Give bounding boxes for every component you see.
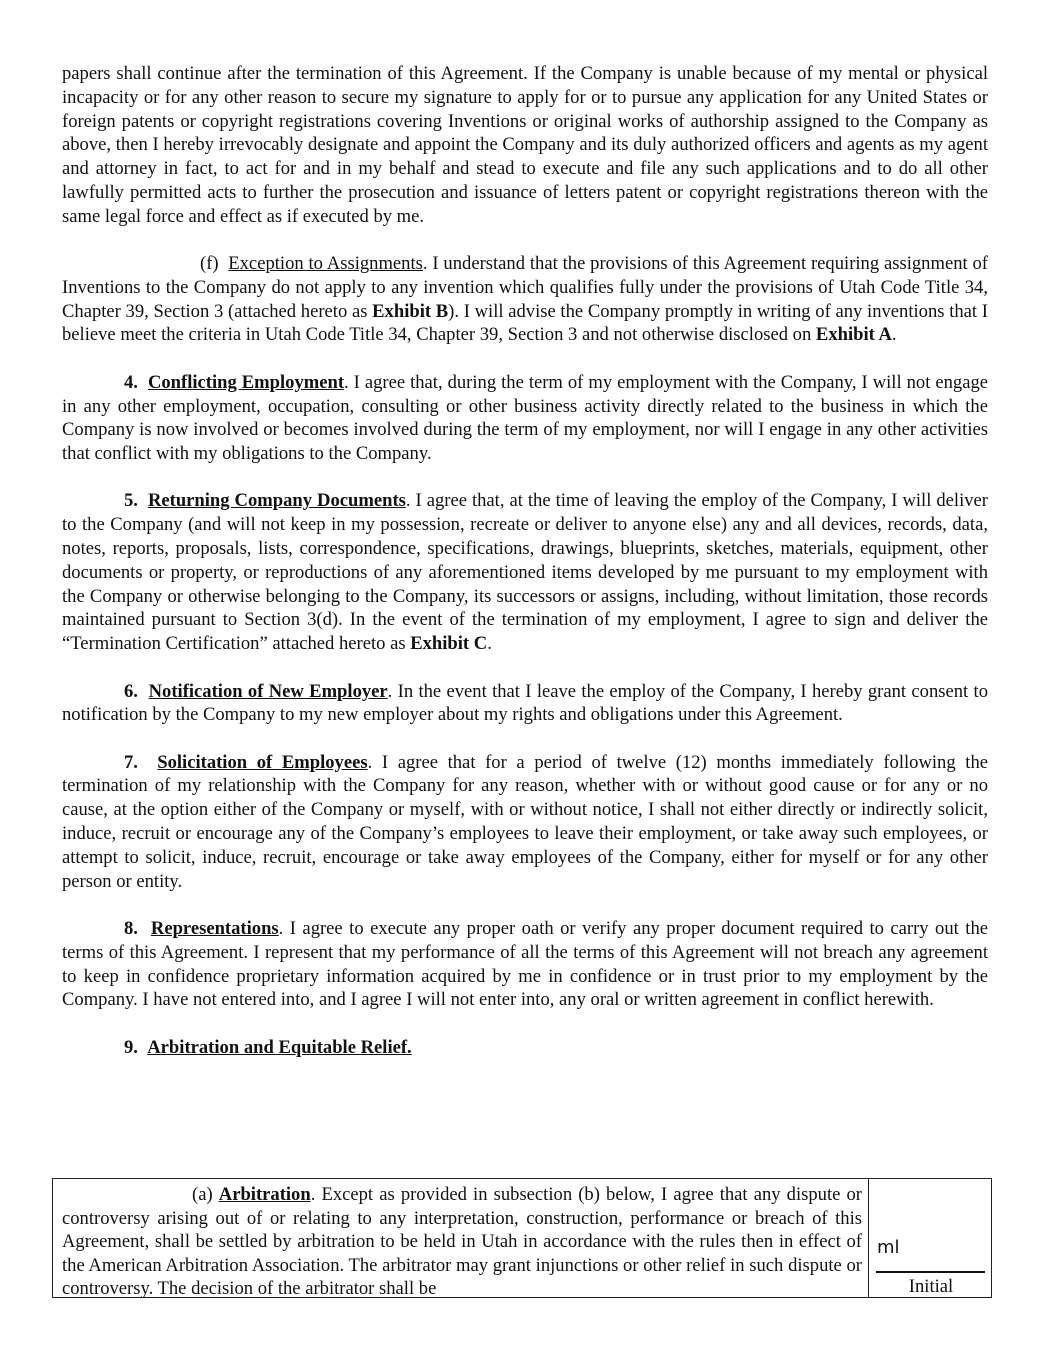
section-5-text: . I agree that, at the time of leaving the employ of the Company, I will deliver to the Company (and will not keep in my possession, recreate or deliver to anyone else) any and all devices, records, data, notes, reports, proposals, lists, correspondence, specifications, drawings, blueprints, sketches, materials, equipment, other documents or property, or reproductions of any aforementioned items developed by me pursuant to my employment with the Company or otherwise belonging to the Company, its successors or assigns, including, without limitation, those records maintained pursuant to Section 3(d). In the event of the termination of my employment, I agree to sign and deliver the “Termination Certification” attached hereto as [62,490,988,655]
handwritten-initials: ml [877,1237,900,1258]
section-8-representations [62,917,988,1012]
exhibit-c-reference: Exhibit C [410,633,488,655]
section-3f-text-a: . I understand that the provisions of this Agreement requiring assignment of Inventions to the Company do not apply to any invention which qualifies fully under the provisions of Utah Code Title 34, Chapter 39, Section 3 (attached hereto as [62,253,988,322]
section-8-number: 8. [124,917,138,939]
section-5-tail: . [487,633,492,655]
section-3f-text-b: ). I will advise the Company promptly in writing of any inventions that I believe meet the criteria in Utah Code Title 34, Chapter 39, Section 3 and not otherwise disclosed on [62,300,988,346]
arbitration-body: . Except as provided in subsection (b) below, I agree that any dispute or controversy arising out of or relating to any interpretation, construction, performance or breach of this Agreement, shall be settled by arbitration to be held in Utah in accordance with the rules then in effect of the American Arbitration Association. The arbitrator may grant injunctions or other relief in such dispute or controversy. The decision of the arbitrator shall be [62,1184,862,1300]
section-3f-exception-to-assignments [62,252,988,347]
arbitration-paragraph [62,1183,862,1301]
section-9-heading: Arbitration and Equitable Relief. [147,1036,412,1058]
section-5-number: 5. [124,490,138,512]
section-6-number: 6. [124,680,138,702]
section-8-heading: Representations [150,917,279,939]
section-3f-heading: Exception to Assignments [228,253,423,275]
section-7-solicitation-of-employees [62,751,988,894]
section-6-heading: Notification of New Employer [148,680,388,702]
arbitration-box [52,1178,992,1298]
continuation-paragraph: papers shall continue after the termination of this Agreement. If the Company is unable because of my mental or physical incapacity or for any other reason to secure my signature to apply for or to pursue any application for any United States or foreign patents or copyright registrations covering Inventions or original works of authorship assigned to the Company as above, then I hereby irrevocably designate and appoint the Company and its duly authorized officers and agents as my agent and attorney in fact, to act for and in my behalf and stead to execute and file any such applications and to do all other lawfully permitted acts to further the prosecution and issuance of letters patent or copyright registrations thereon with the same legal force and effect as if executed by me. [62,63,988,227]
section-4-heading: Conflicting Employment [147,371,345,393]
arbitration-label: (a) [192,1184,213,1205]
section-7-text: . I agree that for a period of twelve (12) months immediately following the termination of my relationship with the Company for any reason, whether with or without good cause or for any or no cause, at the option either of the Company or myself, with or without notice, I shall not either directly or indirectly solicit, induce, recruit or encourage any of the Company’s employees to leave their employment, or take away such employees, or attempt to solicit, induce, recruit, encourage or take away employees of the Company, either for myself or for any other person or entity. [62,751,988,892]
section-8-text: . I agree to execute any proper oath or verify any proper document required to carry out the terms of this Agreement. I represent that my performance of all the terms of this Agreement will not breach any agreement to keep in confidence proprietary information acquired by me in confidence or in trust prior to my employment by the Company. I have not entered into, and I agree I will not enter into, any oral or written agreement in conflict herewith. [62,917,989,1011]
section-6-notification-of-new-employer [62,680,988,728]
section-7-number: 7. [124,751,138,773]
section-6-text: . In the event that I leave the employ of the Company, I hereby grant consent to notification by the Company to my new employer about my rights and obligations under this Agreement. [62,680,988,726]
section-4-conflicting-employment [62,371,988,466]
section-3f-label: (f) [200,253,219,275]
section-3f-text-c: . [891,324,897,346]
document-body [62,62,988,1059]
exhibit-a-reference: Exhibit A [815,324,892,346]
arbitration-text [62,1183,862,1301]
initial-cell [868,1179,993,1297]
section-5-returning-company-documents [62,489,988,656]
section-4-text: . I agree that, during the term of my employment with the Company, I will not engage in any other employment, occupation, consulting or other business activity directly related to the business in which the Company is now involved or becomes involved during the term of my employment, nor will I engage in any other activities that conflict with my obligations to the Company. [62,371,988,465]
section-7-heading: Solicitation of Employees [157,751,368,773]
arbitration-heading: Arbitration [218,1184,311,1205]
initial-signature-line [876,1271,985,1273]
initial-label: Initial [908,1276,954,1297]
section-5-heading: Returning Company Documents [147,490,406,512]
exhibit-b-reference: Exhibit B [372,300,449,322]
section-9-heading-line [62,1036,988,1060]
section-4-number: 4. [124,371,138,393]
section-9-number: 9. [124,1036,138,1058]
